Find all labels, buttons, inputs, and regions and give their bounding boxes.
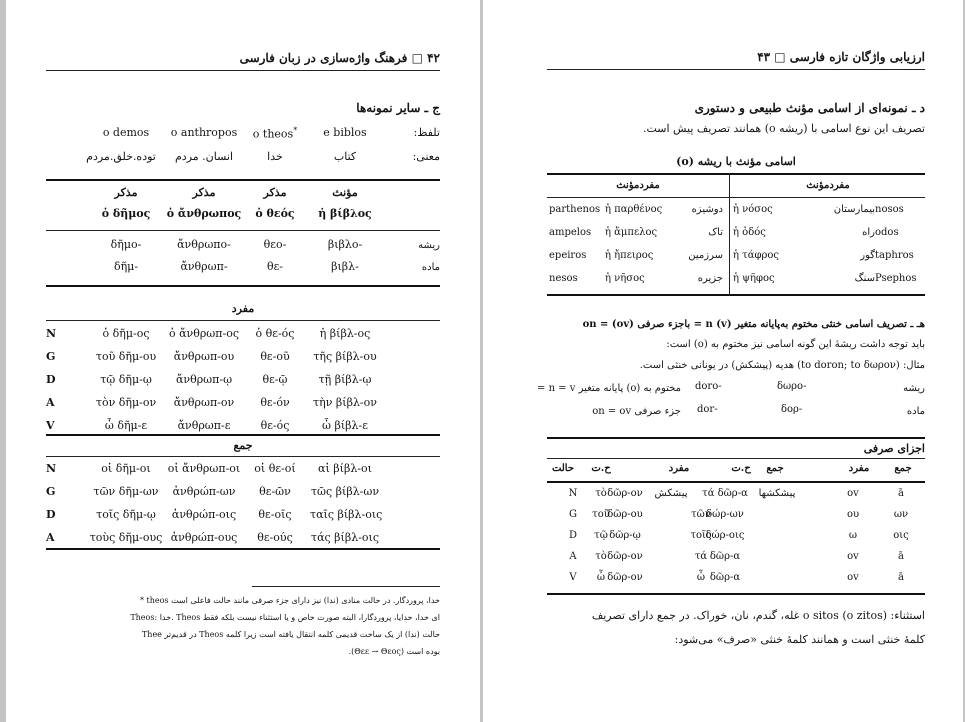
persian-meaning: راه: [862, 227, 875, 238]
latin-word: epeiros: [549, 250, 587, 261]
inflected-form: τῆς βίβλ-ου: [313, 350, 377, 363]
ending: ου: [846, 509, 860, 520]
case-label: N: [46, 327, 57, 340]
inflected-form: οἱ θε-οί: [254, 462, 296, 475]
closing-line: استثناء: o sitos (o zitos) غله، گندم، نان، خوراک. در جمع دارای تصریف: [591, 609, 925, 622]
meaning-word: توده.خلق.مردم: [86, 150, 156, 163]
section-h-line: مثال: (to doron; to δωρον) هدیه (پیشکش) در یونانی خنثی است.: [639, 360, 925, 371]
table-rule: [547, 173, 925, 175]
base-form: θε-: [266, 260, 284, 273]
gender-label: مؤنث: [332, 186, 358, 199]
section-h-title: هـ ـ تصریف اسامی خنثی مختوم به‌پایانه متغیر (v) n = باجزء صرفی (ov) = on: [582, 319, 925, 330]
greek-noun: ἡ νῆσος: [605, 273, 645, 284]
inflected-form: τοὺς δῆμ-ους: [89, 531, 163, 544]
root-label: ریشه: [903, 383, 925, 394]
latin-word: parthenos: [549, 204, 601, 215]
greek-noun: ἡ ἄμπελος: [605, 227, 658, 238]
article: τῷ: [594, 530, 608, 541]
case-label: V: [46, 419, 55, 432]
inflected-form: θε-ός: [260, 419, 290, 432]
pron-word: o demos: [102, 126, 150, 139]
gender-label: مذکر: [192, 186, 216, 199]
persian-meaning: پیشکشها: [758, 488, 796, 499]
table-rule: [46, 456, 440, 457]
inflected-form: τῶς βίβλ-ων: [310, 485, 380, 498]
closing-line: کلمهٔ خنثی است و همانند کلمهٔ خنثی «صرف» می‌شود:: [674, 633, 925, 646]
section-d-title: د ـ نمونه‌ای از اسامی مؤنث طبیعی و دستوری: [694, 101, 925, 115]
article: τοῖς: [690, 530, 712, 541]
case-label: D: [568, 530, 578, 541]
footnote-line: Theos: خدا. Theos ای خدا، خدایا، پروردگارا، البته صورت خاص و یا استثناء نیست بلکه فقط: [130, 613, 440, 622]
table-rule: [46, 548, 440, 550]
article: τά: [694, 551, 708, 562]
case-label: D: [46, 508, 56, 521]
table-rule: [46, 320, 440, 321]
base-form: βιβλ-: [331, 260, 359, 273]
latin-word: nosos: [875, 204, 904, 215]
root-form: δῆμο-: [110, 238, 142, 251]
persian-meaning: دوشیزه: [691, 204, 723, 215]
ending: ω: [848, 530, 858, 541]
root-form: βιβλο-: [327, 238, 363, 251]
root-label: ریشه: [418, 240, 440, 251]
inflected-form: ἀνθρώπ-ων: [172, 485, 236, 498]
inflected-form: ταῖς βίβλ-οις: [310, 508, 383, 521]
inflected-form: θε-όν: [260, 396, 290, 409]
inflected-form: ὁ ἄνθρωπ-ος: [168, 327, 240, 340]
greek-noun: ἡ νόσος: [733, 204, 773, 215]
table-rule: [46, 179, 440, 181]
article: τῶν: [691, 509, 711, 520]
persian-meaning: تاک: [708, 227, 723, 238]
inflected-form: ἄνθρωπ-ον: [173, 396, 235, 409]
inflected-form: τοῖς δῆμ-ῳ: [96, 508, 156, 521]
meaning-word: انسان. مردم: [174, 150, 234, 163]
persian-meaning: پیشکش: [654, 488, 688, 499]
case-label: A: [46, 531, 55, 544]
greek-noun: ἡ τάφρος: [733, 250, 779, 261]
root-latin: doro-: [695, 381, 722, 392]
table-rule: [46, 434, 440, 436]
parts-header: ح.ت: [591, 463, 611, 474]
case-label: G: [569, 509, 577, 520]
greek-noun: ἡ παρθένος: [605, 204, 663, 215]
inflected-form: ἄνθρωπ-ου: [173, 350, 235, 363]
inflected-form: οἱ ἄνθρωπ-οι: [167, 462, 241, 475]
latin-word: nesos: [549, 273, 578, 284]
meaning-word: خدا: [267, 150, 283, 163]
greek-form: δῶρ-ον: [607, 488, 643, 499]
greek-form: δώρ-ων: [706, 509, 744, 520]
gender-label: مذکر: [263, 186, 287, 199]
case-label: G: [46, 350, 56, 363]
parts-header: ح.ت: [731, 463, 751, 474]
inflected-form: τῇ βίβλ-ῳ: [318, 373, 372, 386]
article: ὦ: [696, 572, 706, 583]
inflected-form: ὁ δῆμ-ος: [102, 327, 150, 340]
table-rule: [547, 197, 925, 198]
greek-noun: ὁ θεός: [255, 207, 295, 220]
ending: ā: [898, 572, 904, 583]
right-page: [483, 0, 963, 722]
left-page: [6, 0, 480, 722]
section-title: ج ـ سایر نمونه‌ها: [356, 101, 440, 115]
footnote-line: * theos خدا، پروردگار. در حالت منادی (ندا) نیز دارای جزء صرفی مانند حالت فاعلی است: [139, 596, 440, 605]
table-rule: [547, 294, 925, 296]
inflected-form: ἀνθρώπ-οις: [171, 508, 237, 521]
greek-noun: ὁ δῆμος: [101, 207, 151, 220]
ending: ov: [847, 572, 859, 583]
parts-title: اجزای صرفی: [863, 442, 925, 455]
parts-header: مفرد: [848, 463, 870, 474]
greek-noun: ἡ ἤπειρος: [605, 250, 654, 261]
header-rule: [46, 70, 440, 71]
inflected-form: τῶν δῆμ-ων: [93, 485, 159, 498]
pron-word: o anthropos: [170, 126, 238, 139]
page-header: ارزیابی واژگان تازه فارسی □ ۴۳: [757, 50, 925, 64]
table-divider: [729, 173, 730, 294]
persian-meaning: بیمارستان: [833, 204, 875, 215]
greek-noun: ἡ ὁδός: [733, 227, 766, 238]
greek-form: δῶρ-α: [709, 551, 741, 562]
table-rule: [547, 437, 925, 439]
footnote-line: بوده است (Θεε → Θεος).: [348, 647, 440, 656]
table-rule: [547, 593, 925, 595]
base-label: ماده: [421, 262, 440, 273]
section-d-text: تصریف این نوع اسامی با (ریشه o) همانند تصریف پیش است.: [642, 122, 925, 135]
parts-header: جمع: [894, 463, 912, 474]
persian-meaning: سرزمین: [688, 250, 723, 261]
meaning-word: کتاب: [333, 150, 357, 163]
pron-word: o theos*: [252, 126, 298, 141]
ending: ων: [893, 509, 909, 520]
persian-meaning: سنگ: [854, 273, 875, 284]
pron-word: e biblos: [323, 126, 367, 139]
greek-form: δῶρ-ου: [607, 509, 643, 520]
base-note: جزء صرفی on = ov: [592, 406, 681, 417]
latin-word: Psephos: [875, 273, 917, 284]
fem-table-title: اسامی مؤنث با ریشه (o): [676, 155, 796, 168]
greek-noun: ἡ βίβλος: [318, 207, 372, 220]
ending: ā: [898, 551, 904, 562]
parts-header: جمع: [766, 463, 784, 474]
persian-meaning: گور: [860, 250, 875, 261]
greek-noun: ἡ ψῆφος: [733, 273, 775, 284]
base-latin: dor-: [697, 404, 718, 415]
inflected-form: θε-ῷ: [262, 373, 288, 386]
root-form: ἄνθρωπο-: [177, 238, 231, 251]
table-rule: [46, 285, 440, 287]
table-rule: [547, 481, 925, 483]
table-rule: [46, 230, 440, 231]
inflected-form: θε-οῦ: [260, 350, 290, 363]
inflected-form: τὸν δῆμ-ον: [95, 396, 157, 409]
base-label: ماده: [906, 406, 925, 417]
case-label: G: [46, 485, 56, 498]
gender-label: مذکر: [114, 186, 138, 199]
inflected-form: θε-ῶν: [259, 485, 291, 498]
inflected-form: τῷ δῆμ-ῳ: [100, 373, 152, 386]
latin-word: ampelos: [549, 227, 592, 238]
root-note: مختوم به (o) پایانه متغیر n = v =: [537, 383, 681, 394]
case-label: D: [46, 373, 56, 386]
pron-label: تلفظ:: [413, 126, 440, 139]
inflected-form: οἱ δῆμ-οι: [101, 462, 151, 475]
meaning-label: معنی:: [412, 150, 440, 163]
footnote-rule: [252, 586, 440, 587]
article: τὸ: [595, 488, 607, 499]
inflected-form: ἄνθρωπ-ε: [177, 419, 231, 432]
article: ὦ: [596, 572, 606, 583]
inflected-form: θε-οῖς: [258, 508, 292, 521]
table-rule: [547, 458, 925, 459]
greek-form: δῶρ-α: [709, 572, 741, 583]
col-head-left: مفردمؤنث: [616, 180, 660, 191]
article: τοῦ: [592, 509, 610, 520]
case-label: N: [46, 462, 57, 475]
ending: ov: [847, 551, 859, 562]
base-form: ἄνθρωπ-: [180, 260, 228, 273]
inflected-form: τὴν βίβλ-ον: [313, 396, 377, 409]
parts-header: مفرد: [668, 463, 690, 474]
inflected-form: τοῦ δῆμ-ου: [95, 350, 157, 363]
section-h-line: باید توجه داشت ریشهٔ این گونه اسامی نیز مختوم به (o) است:: [666, 339, 925, 350]
greek-form: τά δῶρ-α: [702, 488, 748, 499]
case-label: A: [46, 396, 55, 409]
greek-form: δῶρ-ῳ: [609, 530, 641, 541]
root-form: θεο-: [263, 238, 287, 251]
header-rule: [547, 69, 925, 70]
ending: οις: [893, 530, 909, 541]
ending: ā: [898, 488, 904, 499]
ending: ov: [847, 488, 859, 499]
inflected-form: ὁ θε-ός: [255, 327, 295, 340]
root-greek: δωρο-: [777, 381, 807, 392]
inflected-form: ὦ βίβλ-ε: [322, 419, 368, 432]
base-greek: δορ-: [781, 404, 803, 415]
case-label: V: [569, 572, 577, 583]
inflected-form: ἡ βίβλ-ος: [319, 327, 371, 340]
inflected-form: ἄνθρωπ-ῳ: [175, 373, 233, 386]
inflected-form: θε-ούς: [257, 531, 293, 544]
greek-noun: ὁ ἄνθρωπος: [166, 207, 242, 220]
greek-form: δῶρ-ον: [607, 572, 643, 583]
base-form: δῆμ-: [113, 260, 139, 273]
page-header: ۴۲ □ فرهنگ واژه‌سازی در زبان فارسی: [239, 51, 440, 65]
singular-title: مفرد: [231, 302, 255, 315]
persian-meaning: جزیره: [697, 273, 723, 284]
col-head-right: مفردمؤنث: [806, 180, 850, 191]
inflected-form: ὦ δῆμ-ε: [104, 419, 148, 432]
latin-word: odos: [875, 227, 899, 238]
greek-form: δῶρ-ον: [607, 551, 643, 562]
inflected-form: ἀνθρώπ-ους: [170, 531, 238, 544]
case-label: A: [569, 551, 577, 562]
footnote-line: حالت (ندا) از یک ساخت قدیمی کلمه انتقال یافته است زیرا کلمه Theos در قدیم‌تر Thee: [141, 630, 440, 639]
greek-form: δώρ-οις: [705, 530, 745, 541]
inflected-form: τάς βίβλ-οις: [311, 531, 379, 544]
case-label: N: [568, 488, 578, 499]
parts-header: حالت: [551, 463, 575, 474]
latin-word: taphros: [875, 250, 914, 261]
plural-title: جمع: [233, 439, 253, 452]
article: τὸ: [595, 551, 607, 562]
inflected-form: αἱ βίβλ-οι: [318, 462, 372, 475]
